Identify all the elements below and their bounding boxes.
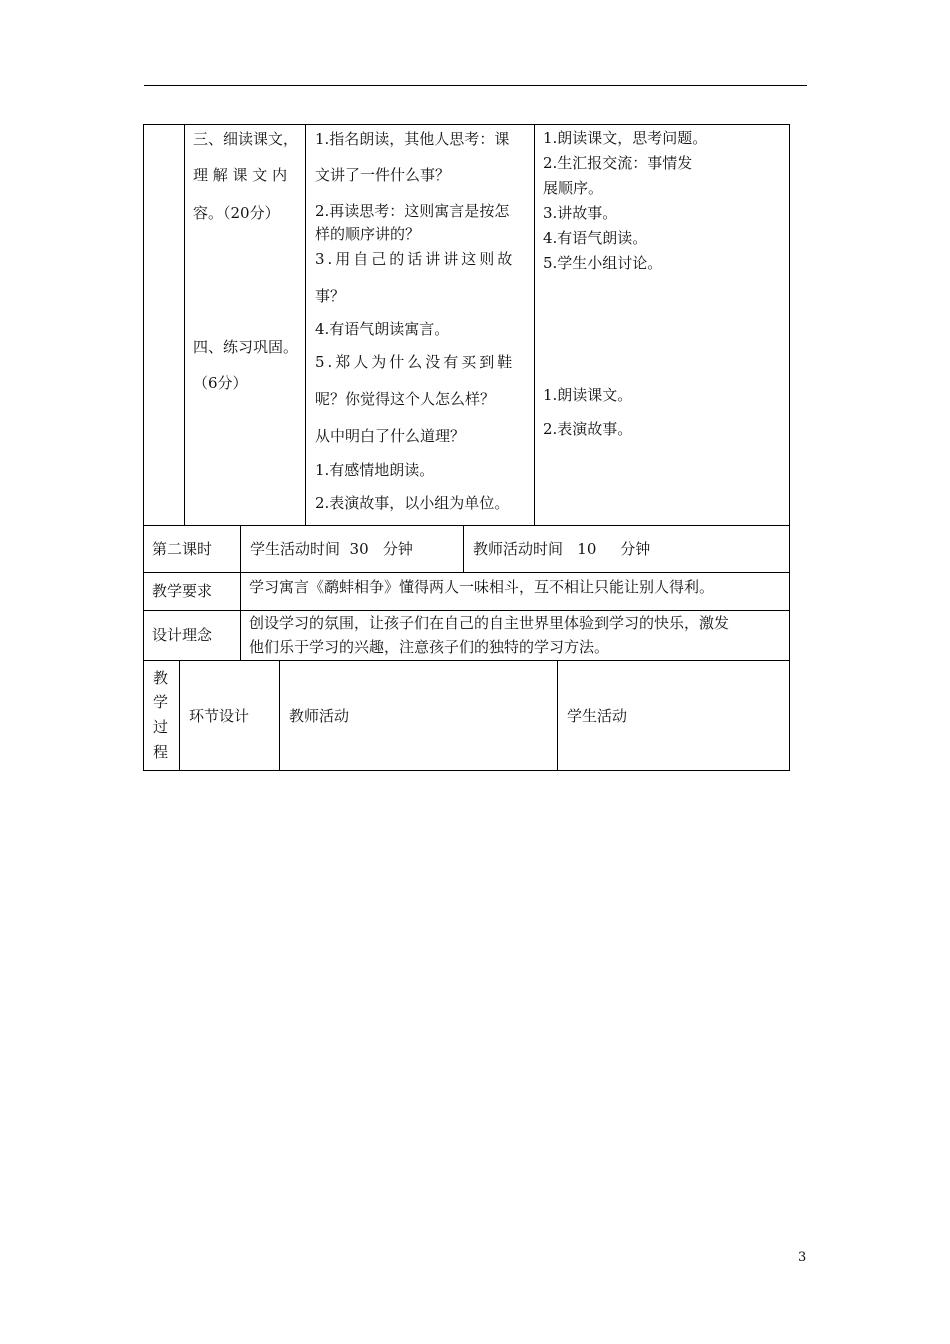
student-activity-text: 3.讲故事。 [543, 204, 618, 222]
divider [305, 124, 306, 525]
student-activity-text: 1.朗读课文。 [543, 386, 633, 404]
lesson2-label: 第二课时 [152, 540, 213, 558]
process-col-teacher: 教师活动 [289, 707, 350, 725]
process-col-student: 学生活动 [567, 707, 628, 725]
teacher-activity-text: 2.表演故事，以小组为单位。 [315, 494, 510, 512]
student-activity-text: 4.有语气朗读。 [543, 229, 648, 247]
divider [463, 525, 464, 572]
teacher-activity-text: 3.用自己的话讲讲这则故 [315, 250, 516, 268]
process-label-char: 程 [153, 743, 169, 761]
student-activity-text: 5.学生小组讨论。 [543, 254, 663, 272]
student-activity-text: 2.生汇报交流：事情发 [543, 154, 693, 172]
student-time: 学生活动时间 30 分钟 [250, 540, 413, 558]
concept-text: 创设学习的氛围，让孩子们在自己的自主世界里体验到学习的快乐，激发 [249, 614, 730, 632]
stage-text: （6分） [193, 374, 248, 392]
student-activity-text: 1.朗读课文，思考问题。 [543, 129, 708, 147]
stage-text: 容。（20分） [193, 204, 280, 222]
process-col-stage: 环节设计 [189, 707, 250, 725]
teacher-activity-text: 1.指名朗读，其他人思考：课 [315, 130, 510, 148]
stage-text: 理 解 课 文 内 [193, 166, 288, 184]
teacher-activity-text: 事？ [315, 287, 346, 305]
divider [557, 660, 558, 771]
student-activity-text: 展顺序。 [543, 179, 604, 197]
divider [179, 660, 180, 771]
stage-text: 四、练习巩固。 [193, 338, 299, 356]
stage-text: 三、细读课文， [193, 130, 299, 148]
teacher-activity-text: 从中明白了什么道理？ [315, 427, 466, 445]
teacher-activity-text: 2.再读思考：这则寓言是按怎 [315, 202, 510, 220]
process-label-char: 教 [153, 669, 169, 687]
divider [240, 525, 241, 572]
divider [143, 660, 790, 661]
process-label-char: 学 [153, 693, 169, 711]
teacher-time: 教师活动时间 10 分钟 [473, 540, 651, 558]
teacher-activity-text: 4.有语气朗读寓言。 [315, 320, 450, 338]
teacher-activity-text: 样的顺序讲的？ [315, 225, 421, 243]
student-activity-text: 2.表演故事。 [543, 420, 633, 438]
header-rule [144, 85, 807, 86]
process-label-char: 过 [153, 718, 169, 736]
divider [534, 124, 535, 525]
concept-text: 他们乐于学习的兴趣，注意孩子们的独特的学习方法。 [249, 638, 610, 656]
divider [240, 572, 241, 660]
teacher-activity-text: 呢？你觉得这个人怎么样？ [315, 390, 496, 408]
teacher-activity-text: 1.有感情地朗读。 [315, 461, 435, 479]
teacher-activity-text: 文讲了一件什么事？ [315, 166, 451, 184]
divider [184, 124, 185, 525]
requirement-label: 教学要求 [152, 582, 213, 600]
divider [279, 660, 280, 771]
requirement-text: 学习寓言《鹬蚌相争》懂得两人一味相斗，互不相让只能让别人得利。 [249, 578, 715, 596]
concept-label: 设计理念 [152, 626, 213, 644]
teacher-activity-text: 5.郑人为什么没有买到鞋 [315, 353, 516, 371]
page-number: 3 [798, 1250, 807, 1265]
